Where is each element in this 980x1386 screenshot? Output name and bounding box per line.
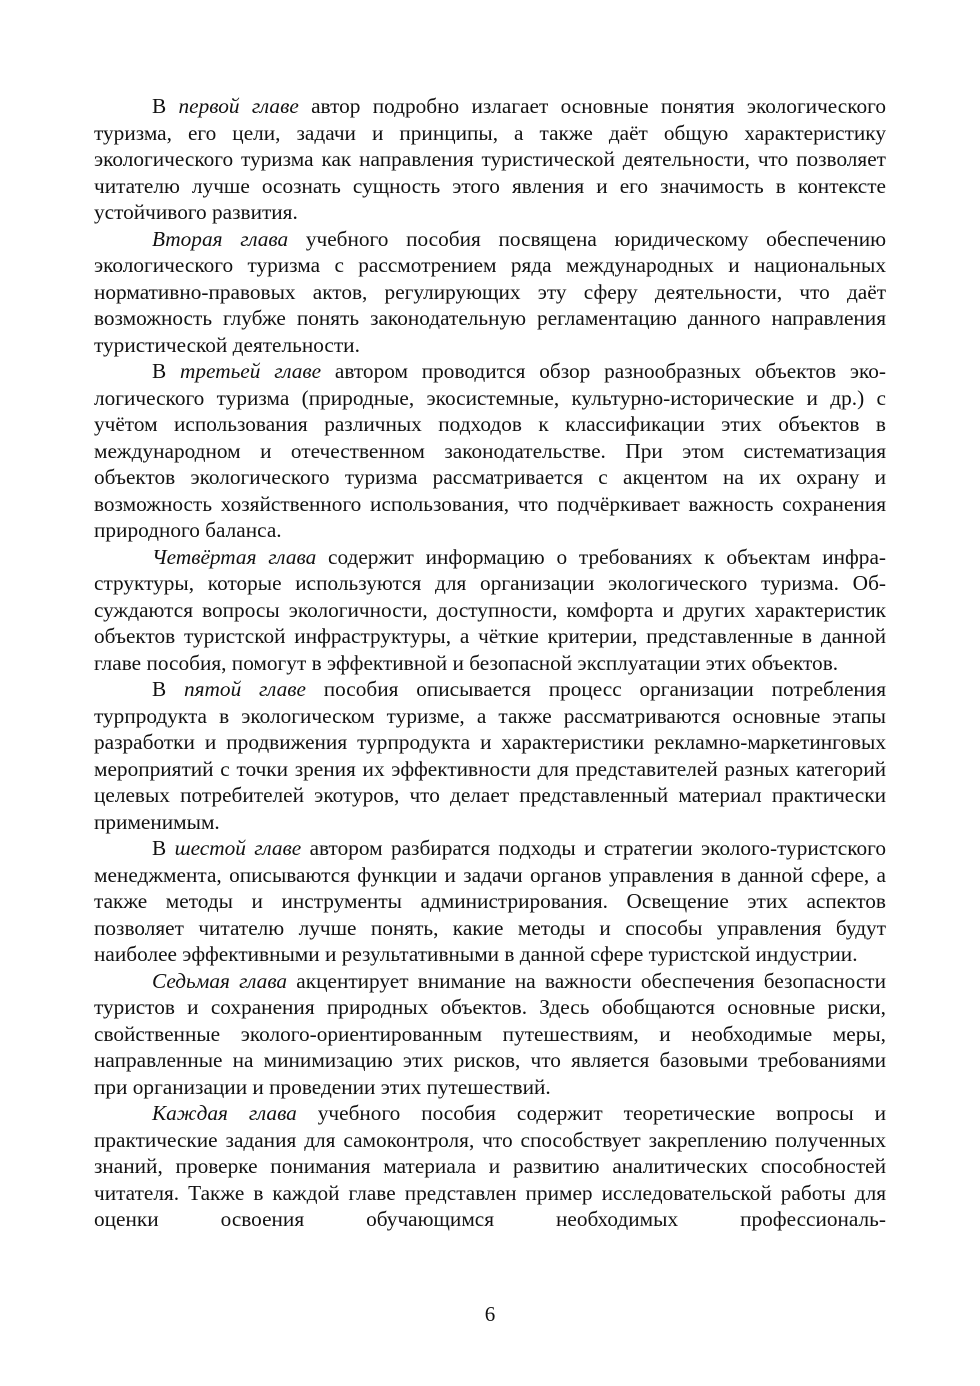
paragraph-text: пособия описывается процесс организации потребления турпродукта в экологическом туризме, а также рассматриваются основные этапы разработки и продвижения турпродукта и характеристики рекламно-маркетинговых мероприятий с точки зрения их эффективности для представителей разных категорий целевых потребителей экотуров, что делает представленный материал практически применимым. — [94, 677, 886, 834]
chapter-reference: пятой главе — [184, 677, 306, 701]
paragraph-lead: В — [152, 836, 175, 860]
paragraph-text: акцентирует внимание на важности обеспечения безопасности туристов и сохранения природных объектов. Здесь обобщаются основные риски, свойственные эколого-ориентированным путешествиям, и необходимые меры, направленные на минимизацию этих рисков, что является базовыми требованиями при организации и проведении этих путешествий. — [94, 968, 887, 1099]
page-body — [94, 93, 886, 1233]
chapter-reference: третьей главе — [180, 359, 322, 383]
paragraph-lead: В — [152, 677, 184, 701]
paragraph-lead: В — [152, 359, 181, 383]
chapter-reference: Вторая глава — [152, 226, 289, 251]
paragraph-lead: В — [152, 94, 179, 118]
paragraph-chapter-2 — [94, 226, 886, 359]
paragraph-chapter-3 — [94, 358, 886, 544]
paragraph-chapter-6 — [94, 835, 886, 968]
paragraph-every-chapter — [94, 1100, 886, 1233]
chapter-reference: первой главе — [178, 94, 299, 118]
chapter-reference: Седьмая глава — [152, 968, 288, 993]
paragraph-text: автор подробно излагает основные понятия экологического туризма, его цели, задачи и принципы, а также даёт общую характеристику экологического туризма как направления туристической деятельности, что позволяет читателю лучше осознать сущность этого явления и его значимость в контексте устойчивого развития. — [94, 94, 886, 224]
paragraph-chapter-4 — [94, 544, 886, 677]
chapter-reference: шестой главе — [174, 836, 302, 860]
paragraph-chapter-7 — [94, 968, 886, 1101]
paragraph-chapter-5 — [94, 676, 886, 835]
paragraph-text: автором разбиратся подходы и стратегии эколого-туристского менеджмента, описываются функции и задачи органов управления в данной сфере, а также методы и инструменты администрирования. Освещение этих аспектов позволяет читателю лучше понять, какие методы и способы управления будут наиболее эффективными и результативными в данной сфере туристской индустрии. — [94, 836, 886, 966]
chapter-reference: Четвёртая глава — [152, 544, 317, 569]
chapter-reference: Каждая глава — [152, 1101, 297, 1125]
paragraph-text: учебного пособия содержит теоретические вопросы и практические задания для самоконтроля, что способствует закреплению полученных знаний, проверке понимания материала и развитию аналитических способностей читателя. Также в каждой главе представлен пример исследовательской работы для оценки освоения обучающимся необходимых профессиональ- — [94, 1101, 886, 1231]
paragraph-chapter-1 — [94, 93, 886, 226]
paragraph-text: автором проводится обзор разнообразных объектов экологического туризма (природные, экосистемные, культурно-исторические и др.) с учётом использования различных подходов к классификации этих объектов в международном и отечественном законодательстве. При этом систематизация объектов экологического туризма рассматривается с акцентом на их охрану и возможность хозяйственного использования, что подчёркивает важность сохранения природного баланса. — [94, 359, 887, 542]
page-number: 6 — [484, 1302, 496, 1326]
paragraph-text: учебного пособия посвящена юридическому обеспечению экологического туризма с рассмотрением ряда международных и национальных нормативно-правовых актов, регулирующих эту сферу деятельности, что даёт возможность глубже понять законодательную регламентацию данного направления туристической деятельности. — [94, 226, 887, 357]
paragraph-text: содержит информацию о требованиях к объектам инфраструктуры, которые используются для организации экологического туризма. Обсуждаются вопросы экологичности, доступности, комфорта и других характеристик объектов туристской инфраструктуры, а чёткие критерии, представленные в данной главе пособия, помогут в эффективной и безопасной эксплуатации этих объектов. — [94, 544, 886, 675]
